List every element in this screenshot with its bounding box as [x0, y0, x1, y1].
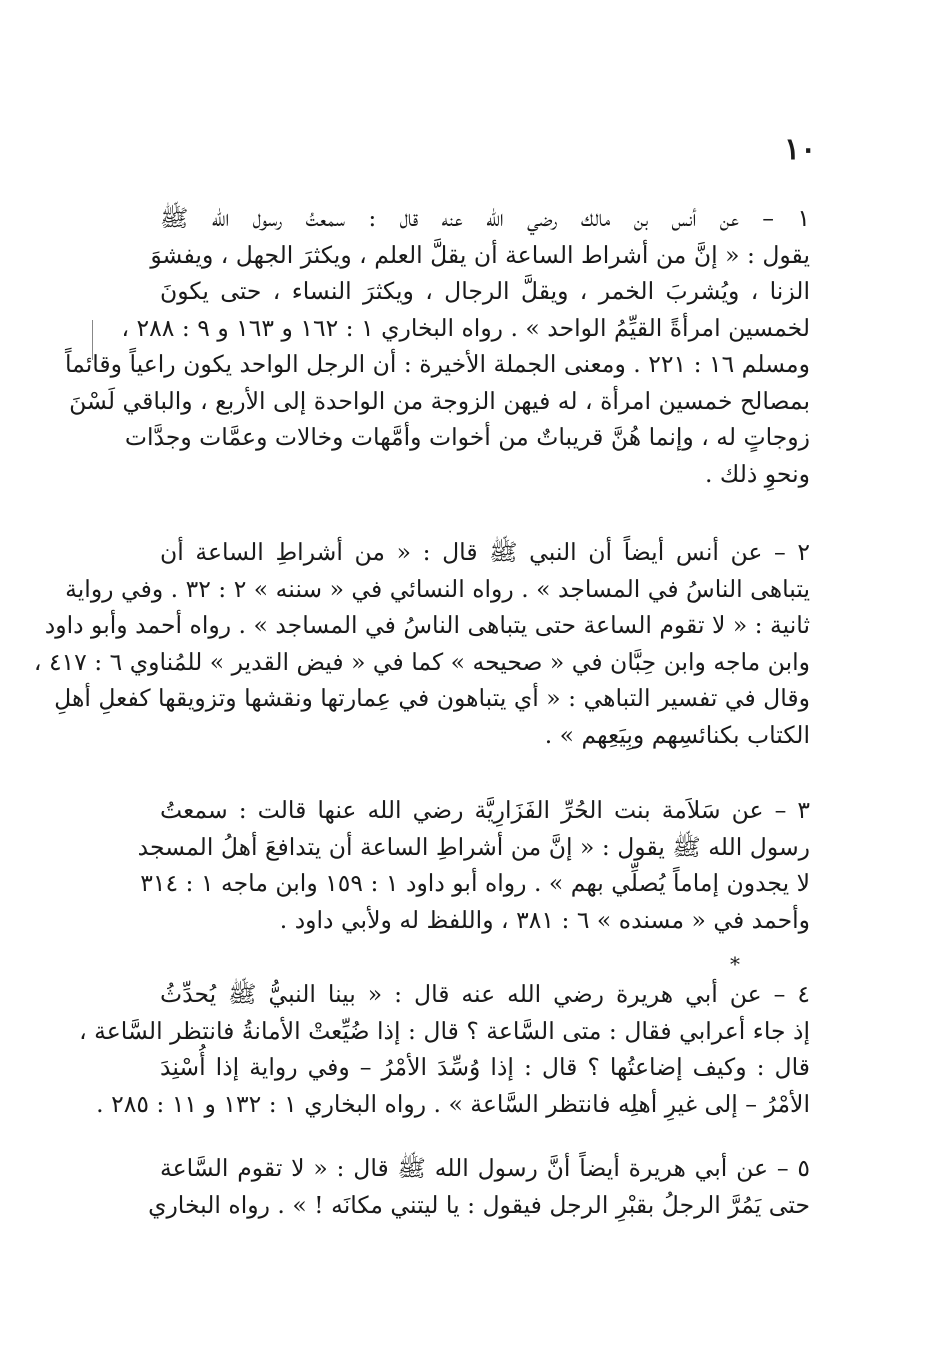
text-line: بمصالح خمسين امرأة ، له فيهن الزوجة من الواحدة إلى الأربع ، والباقي لَسْنَ	[69, 386, 810, 415]
text-line: يقول : « إنَّ من أشراط الساعة أن يقلَّ العلم ، ويكثرَ الجهل ، ويفشوَ	[150, 240, 810, 269]
text-line: وقال في تفسير التباهي : « أي يتباهون في عِمارتها ونقشها وتزويقها كفعلِ أهلِ	[54, 684, 810, 712]
text-line: الزنا ، ويُشربَ الخمر ، ويقلَّ الرجال ، ويكثرَ النساء ، حتى يكونَ	[160, 277, 810, 305]
text-line: ٥ – عن أبي هريرة أيضاً أنَّ رسول الله ﷺ قال : « لا تقوم السَّاعة	[160, 1154, 810, 1182]
text-line: حتى يَمُرَّ الرجلُ بقبْرِ الرجل فيقول : يا ليتني مكانَه ! » . رواه البخاري	[148, 1190, 810, 1219]
page-number: ١٠	[784, 132, 817, 167]
text-line: رسول الله ﷺ يقول : « إنَّ من أشراطِ الساعة أن يتدافعَ أهلُ المسجد	[137, 832, 810, 861]
text-line: وأحمد في « مسنده » ٦ : ٣٨١ ، واللفظ له ولأبي داود .	[279, 905, 810, 934]
hadith-1	[64, 200, 810, 492]
text-line: يتباهى الناسُ في المساجد » . رواه النسائي في « سننه » ٢ : ٣٢ . وفي رواية	[65, 574, 810, 603]
text-line: ومسلم ١٦ : ٢٢١ . ومعنى الجملة الأخيرة : أن الرجل الواحد يكون راعياً وقائماً	[64, 350, 810, 378]
text-line: ٢ – عن أنس أيضاً أن النبي ﷺ قال : « من أشراطِ الساعة أن	[160, 538, 810, 566]
text-line: ٣ – عن سَلاَمة بنت الحُرِّ الفَزَارِيَّة رضي الله عنها قالت : سمعتُ	[160, 796, 810, 824]
text-line: ١ – عن أنس بن مالك رضي الله عنه قال : سمعتُ رسول الله ﷺ	[160, 204, 810, 232]
text-line: وابن ماجه وابن حِبَّان في « صحيحه » كما في « فيض القدير » للمُناوي ٦ : ٤١٧ ،	[33, 647, 810, 676]
text-line: ٤ – عن أبي هريرة رضي الله عنه قال : « بينا النبيُّ ﷺ يُحدِّثُ	[160, 980, 810, 1008]
text-line: إذ جاء أعرابي فقال : متى السَّاعة ؟ قال : إذا ضُيِّعتْ الأمانةُ فانتظر السَّاعة ،	[79, 1016, 810, 1045]
section-star: *	[730, 952, 740, 976]
hadith-3	[137, 792, 810, 938]
text-line: ثانية : « لا تقوم الساعة حتى يتباهى الناسُ في المساجد » . رواه أحمد وأبو داود	[44, 611, 810, 639]
text-line: ونحوِ ذلك .	[704, 459, 810, 488]
text-line: الكتاب بكنائسِهم وبِيَعِهم » .	[544, 720, 810, 749]
hadith-2	[33, 534, 810, 753]
text-line: لا يجدون إماماً يُصلِّي بهم » . رواه أبو داود ١ : ١٥٩ وابن ماجه ١ : ٣١٤	[140, 869, 810, 897]
hadith-4	[79, 976, 810, 1122]
text-line: الأمْرُ – إلى غيرِ أهلِه فانتظر السَّاعة » . رواه البخاري ١ : ١٣٢ و ١١ : ٢٨٥ .	[96, 1089, 810, 1118]
text-line: زوجاتٍ له ، وإنما هُنَّ قريباتٌ من أخوات وأمَّهات وخالات وعمَّات وجدَّات	[124, 423, 810, 451]
text-line: لخمسين امرأةً القيِّمُ الواحد » . رواه البخاري ١ : ١٦٢ و ١٦٣ و ٩ : ٢٨٨ ،	[121, 313, 810, 342]
text-line: قال : وكيف إضاعتُها ؟ قال : إذا وُسِّدَ الأمْرُ – وفي رواية إذا أُسْنِدَ	[160, 1053, 810, 1081]
hadith-5	[148, 1150, 810, 1223]
